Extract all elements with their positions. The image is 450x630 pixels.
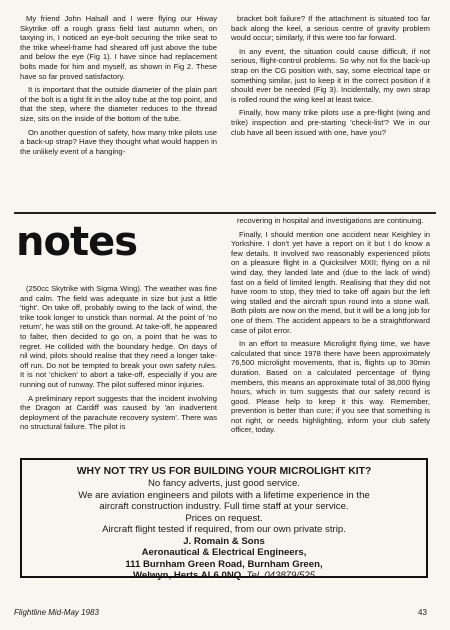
page-number: 43 bbox=[418, 608, 427, 617]
article-column-top-right bbox=[231, 14, 430, 141]
paragraph: recovering in hospital and investigations are continuing. bbox=[237, 216, 424, 225]
paragraph: A preliminary report suggests that the incident involving the Dragon at Cardiff was caused by 'an inadvertent deployment of the parachute recovery system'. There was no structural failure. The pilot is bbox=[20, 393, 217, 432]
paragraph: My friend John Halsall and I were flying our Hiway Skytrike off a rough grass field last autumn when, on taxying in, I noticed an eye-bolt securing the trike seat to the trike wheel-frame had sheared off just above the tube and below the eye (Fig 1). I have since had replacement bolts made for him and myself, as shown in Fig 2. These have so far proved satisfactory. bbox=[20, 14, 217, 81]
paragraph: bracket bolt failure? If the attachment is situated too far back along the keel, a serious centre of gravity problem would occur; similarly, if this were too far forward. bbox=[231, 14, 430, 43]
ad-address-postcode: Welwyn, Herts AL6 0NQ. bbox=[132, 570, 244, 581]
ad-headline: WHY NOT TRY US FOR BUILDING YOUR MICROLIGHT KIT? bbox=[76, 466, 372, 477]
ad-line: aircraft construction industry. Full time staff at your service. bbox=[99, 501, 349, 512]
ad-address-line bbox=[22, 570, 426, 582]
ad-line: No fancy adverts, just good service. bbox=[148, 478, 300, 489]
paragraph: Finally, I should mention one accident near Keighley in Yorkshire. I don't yet have a report on it but I do know a few details. It involved two reasonably experienced pilots on a pleasure flight in a Quicksilver MXII; flying on a nil wind day, they landed late and (due to the lack of wind) fast on a field of limited length. Realising that they did not have room to stop, they tried to take off again but the left wing stalled and the aircraft spun round into a stone wall. Both pilots are now on the mend, but it will be a long job for one of them. The accident appears to be a straightforward case of pilot error. bbox=[231, 229, 430, 335]
ad-company-name: J. Romain & Sons bbox=[183, 535, 265, 547]
ad-company-description: Aeronautical & Electrical Engineers, bbox=[141, 547, 307, 558]
section-title: notes bbox=[16, 219, 138, 265]
article-column-top-left bbox=[20, 14, 217, 160]
section-divider bbox=[14, 212, 436, 214]
ad-line: We are aviation engineers and pilots with a lifetime experience in the bbox=[78, 489, 370, 501]
ad-line: Aircraft flight tested if required, from our own private strip. bbox=[102, 524, 346, 535]
ad-line: Prices on request. bbox=[185, 512, 263, 524]
paragraph: On another question of safety, how many trike pilots use a back-up strap? Have they thought what would happen in the unlikely event of a hanging- bbox=[20, 127, 217, 156]
article-column-bottom-right bbox=[231, 216, 430, 439]
paragraph: (250cc Skytrike with Sigma Wing). The weather was fine and calm. The field was adequate in size but just a little 'tight'. On take off, probably owing to the lack of wind, the trike took longer to unstick than normal. At the point of 'no return', he was still on the ground. At take-off, he appeared to falter, then decided to go on, a point that he was to regret. He collided with the boundary hedge. On days of nil wind, pilots should realise that they need a longer take-off run. Do not be tempted to break your own safety rules. It is not 'chicken' to abort a take-off, especially if you are running out of runway. The pilot suffered minor injuries. bbox=[20, 284, 217, 389]
paragraph: It is important that the outside diameter of the plain part of the bolt is a tight fit in the alloy tube at the top point, and that the step, where the diameter reduces to the thread size, sits on the inside of the bottom of the tube. bbox=[20, 85, 217, 123]
paragraph: Finally, how many trike pilots use a pre-flight (wing and trike) inspection and pre-starting 'check-list'? We in our club have all been issued with one, have you? bbox=[231, 108, 430, 137]
publication-footer: Flightline Mid-May 1983 bbox=[14, 608, 99, 617]
advertisement-box bbox=[20, 458, 428, 581]
ad-address-line: 111 Burnham Green Road, Burnham Green, bbox=[125, 558, 323, 570]
paragraph: In any event, the situation could cause difficult, if not serious, flight-control problems. So why not fix the back-up strap on the CG position with, say, some electrical tape or something similar, just to keep it in the correct position if it should ever be needed (Fig 3). Incidentally, my own strap is rolled round the wing keel at least twice. bbox=[231, 46, 430, 104]
ad-telephone: Tel. 043879/525 bbox=[246, 570, 316, 581]
paragraph: In an effort to measure Microlight flying time, we have calculated that since 1978 there have been approximately 76,500 microlight movements, that is, flights up to 30min duration. Based on a calculated percentage of flying members, this means an approximate total of 38,000 flying hours, which in turn suggests that our safety record is good. Please help to keep it this way. Remember, prevention is better than cure; if you see that something is not right, or needs highlighting, inform your club safety officer, today. bbox=[231, 339, 430, 435]
article-column-bottom-left bbox=[20, 284, 217, 436]
